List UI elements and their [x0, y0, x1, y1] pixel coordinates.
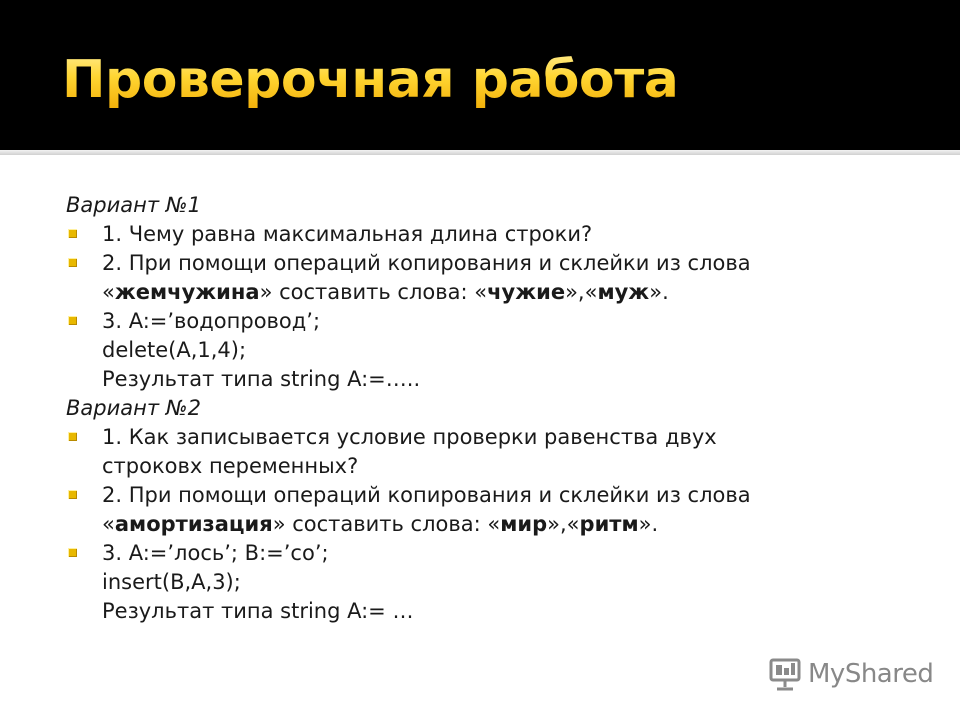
question-text: 2. При помощи операций копирования и склейки из слова [102, 251, 751, 275]
slide-body [66, 191, 926, 626]
target-word-1: чужие [487, 280, 566, 304]
question-text-continued: «амортизация» составить слова: «мир»,«ритм». [102, 512, 659, 536]
variant-1-question-3 [66, 307, 926, 394]
question-text: 2. При помощи операций копирования и склейки из слова [102, 483, 751, 507]
question-text-continued: строковх переменных? [102, 454, 359, 478]
source-word: жемчужина [114, 280, 260, 304]
watermark-text: MyShared [808, 659, 934, 689]
variant-2-question-1 [66, 423, 926, 481]
title-band [0, 0, 960, 150]
result-prompt: Результат типа string A:=….. [102, 367, 421, 391]
variant-1-heading: Вариант №1 [66, 193, 201, 217]
title-divider [0, 150, 960, 155]
target-word-2: муж [597, 280, 650, 304]
variant-2-question-3 [66, 539, 926, 626]
myshared-logo-icon [768, 656, 802, 692]
square-bullet-icon [68, 229, 77, 238]
slide-title: Проверочная работа [62, 44, 678, 116]
myshared-watermark [768, 654, 933, 694]
square-bullet-icon [68, 432, 77, 441]
variant-2-question-2 [66, 481, 926, 539]
square-bullet-icon [68, 548, 77, 557]
variant-1-question-2 [66, 249, 926, 307]
code-line: delete(A,1,4); [102, 338, 247, 362]
question-text: 1. Как записывается условие проверки равенства двух [102, 425, 717, 449]
target-word-1: мир [500, 512, 548, 536]
target-word-2: ритм [579, 512, 639, 536]
variant-1-question-1 [66, 220, 926, 249]
square-bullet-icon [68, 258, 77, 267]
variant-2-heading: Вариант №2 [66, 396, 201, 420]
source-word: амортизация [114, 512, 273, 536]
result-prompt: Результат типа string A:= … [102, 599, 414, 623]
square-bullet-icon [68, 316, 77, 325]
code-line: 3. A:=’лось’; B:=’со’; [102, 541, 329, 565]
question-text: 1. Чему равна максимальная длина строки? [102, 222, 593, 246]
question-text-continued: «жемчужина» составить слова: «чужие»,«муж». [102, 280, 669, 304]
square-bullet-icon [68, 490, 77, 499]
code-line: insert(B,A,3); [102, 570, 241, 594]
code-line: 3. A:=’водопровод’; [102, 309, 321, 333]
